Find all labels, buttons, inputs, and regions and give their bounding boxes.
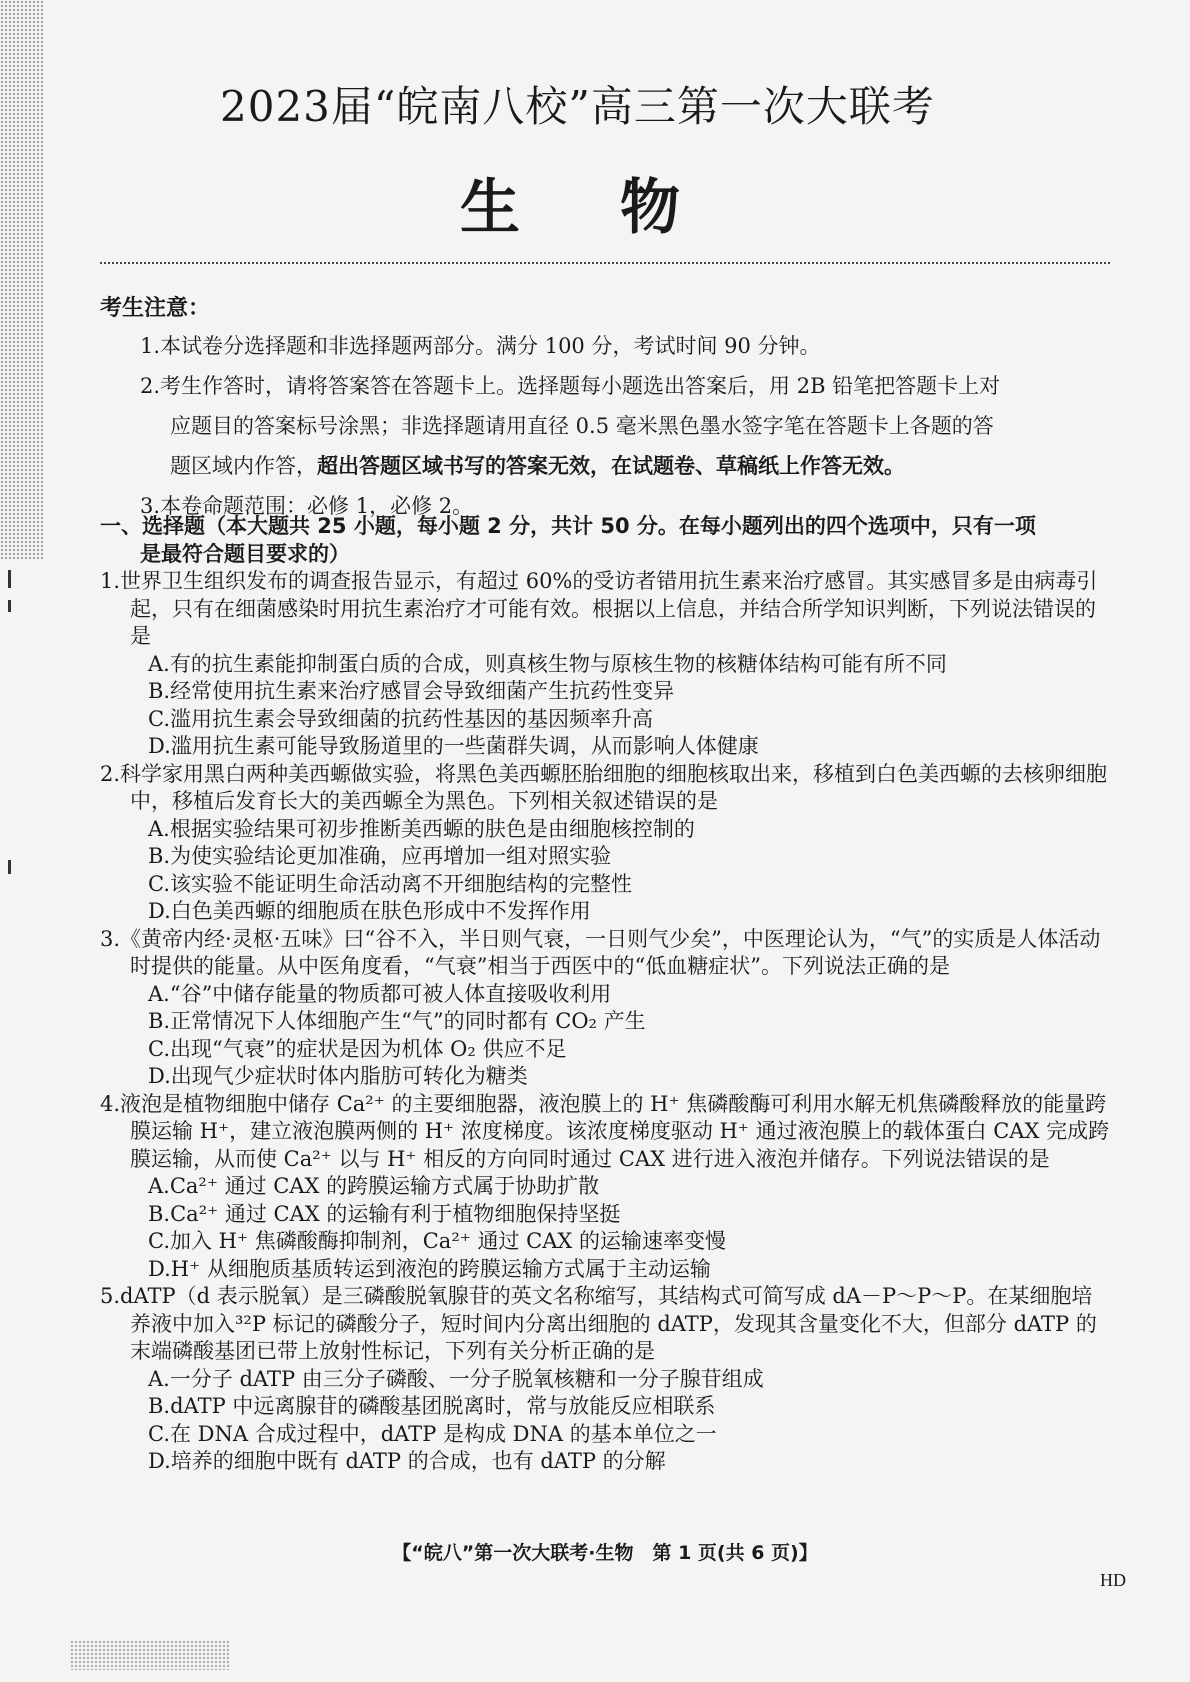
option: C.出现“气衰”的症状是因为机体 O₂ 供应不足 <box>148 1036 567 1061</box>
notice-heading: 考生注意： <box>100 296 211 321</box>
question-1 <box>100 568 1110 761</box>
scan-edge-pattern <box>0 0 44 560</box>
question-stem: 5.dATP（d 表示脱氧）是三磷酸脱氧腺苷的英文名称缩写，其结构式可简写成 dA－P～P～P。在某细胞培养液中加入³²P 标记的磷酸分子，短时间内分离出细胞的 dATP，发现其含量变化不大，但部分 dATP 的末端磷酸基团已带上放射性标记，下列有关分析正确的是 <box>100 1284 1097 1363</box>
option: C.滥用抗生素会导致细菌的抗药性基因的基因频率升高 <box>148 706 653 731</box>
option: B.dATP 中远离腺苷的磷酸基团脱离时，常与放能反应相联系 <box>148 1394 716 1418</box>
exam-title: 2023届“皖南八校”高三第一次大联考 <box>220 82 935 131</box>
notice-item-2c-text: 题区域内作答， <box>170 454 317 478</box>
option: C.该实验不能证明生命活动离不开细胞结构的完整性 <box>148 871 632 896</box>
dotted-divider <box>100 262 1110 264</box>
binding-marks <box>6 560 20 1260</box>
option: B.为使实验结论更加准确，应再增加一组对照实验 <box>148 844 612 868</box>
option: B.经常使用抗生素来治疗感冒会导致细菌产生抗药性变异 <box>148 679 675 703</box>
section-heading-line2: 是最符合题目要求的） <box>140 542 350 566</box>
candidate-notice <box>100 292 1110 526</box>
page-footer: 【“皖八”第一次大联考·生物 第 1 页(共 6 页)】 <box>392 1542 818 1564</box>
notice-item-2c <box>100 446 1110 486</box>
notice-item-2b: 应题目的答案标号涂黑；非选择题请用直径 0.5 毫米黑色墨水签字笔在答题卡上各题的答 <box>170 414 994 438</box>
notice-item-2c-bold: 超出答题区域书写的答案无效，在试题卷、草稿纸上作答无效。 <box>317 454 905 478</box>
question-4 <box>100 1091 1110 1284</box>
notice-item-1: 1.本试卷分选择题和非选择题两部分。满分 100 分，考试时间 90 分钟。 <box>140 334 821 358</box>
option: A.一分子 dATP 由三分子磷酸、一分子脱氧核糖和一分子腺苷组成 <box>148 1366 764 1391</box>
option: D.H⁺ 从细胞质基质转运到液泡的跨膜运输方式属于主动运输 <box>148 1256 711 1281</box>
option: D.培养的细胞中既有 dATP 的合成，也有 dATP 的分解 <box>148 1449 666 1473</box>
option: A.根据实验结果可初步推断美西螈的肤色是由细胞核控制的 <box>148 816 695 841</box>
question-5 <box>100 1283 1110 1476</box>
option: C.加入 H⁺ 焦磷酸酶抑制剂，Ca²⁺ 通过 CAX 的运输速率变慢 <box>148 1229 727 1253</box>
question-3 <box>100 926 1110 1091</box>
footer-code: HD <box>1100 1570 1126 1590</box>
option: A.Ca²⁺ 通过 CAX 的跨膜运输方式属于协助扩散 <box>148 1174 600 1198</box>
option: C.在 DNA 合成过程中，dATP 是构成 DNA 的基本单位之一 <box>148 1421 717 1446</box>
option: D.滥用抗生素可能导致肠道里的一些菌群失调，从而影响人体健康 <box>148 734 759 758</box>
option: A.有的抗生素能抑制蛋白质的合成，则真核生物与原核生物的核糖体结构可能有所不同 <box>148 651 947 676</box>
section-heading-line1: 一、选择题（本大题共 25 小题，每小题 2 分，共计 50 分。在每小题列出的四个选项中，只有一项 <box>100 514 1036 538</box>
question-stem: 3.《黄帝内经·灵枢·五味》曰“谷不入，半日则气衰，一日则气少矣”，中医理论认为，“气”的实质是人体活动时提供的能量。从中医角度看，“气衰”相当于西医中的“低血糖症状”。下列说法正确的是 <box>100 926 1101 978</box>
question-stem: 1.世界卫生组织发布的调查报告显示，有超过 60%的受访者错用抗生素来治疗感冒。其实感冒多是由病毒引起，只有在细菌感染时用抗生素治疗才可能有效。根据以上信息，并结合所学知识判断，下列说法错误的是 <box>100 569 1098 648</box>
option: B.Ca²⁺ 通过 CAX 的运输有利于植物细胞保持坚挺 <box>148 1201 621 1226</box>
option: B.正常情况下人体细胞产生“气”的同时都有 CO₂ 产生 <box>148 1009 646 1033</box>
question-stem: 2.科学家用黑白两种美西螈做实验，将黑色美西螈胚胎细胞的细胞核取出来，移植到白色美西螈的去核卵细胞中，移植后发育长大的美西螈全为黑色。下列相关叙述错误的是 <box>100 761 1108 813</box>
section-heading <box>100 512 1110 568</box>
question-2 <box>100 761 1110 926</box>
option: D.白色美西螈的细胞质在肤色形成中不发挥作用 <box>148 899 591 923</box>
notice-item-3: 3.本卷命题范围：必修 1，必修 2。 <box>140 494 474 518</box>
notice-item-2a: 2.考生作答时，请将答案答在答题卡上。选择题每小题选出答案后，用 2B 铅笔把答题卡上对 <box>140 374 1001 398</box>
scan-smudge <box>70 1640 230 1670</box>
subject-title: 生物 <box>460 173 780 243</box>
option: A.“谷”中储存能量的物质都可被人体直接吸收利用 <box>148 981 612 1006</box>
question-stem: 4.液泡是植物细胞中储存 Ca²⁺ 的主要细胞器，液泡膜上的 H⁺ 焦磷酸酶可利用水解无机焦磷酸释放的能量跨膜运输 H⁺，建立液泡膜两侧的 H⁺ 浓度梯度。该浓度梯度驱动 H⁺ 通过液泡膜上的载体蛋白 CAX 完成跨膜运输，从而使 Ca²⁺ 以与 H⁺ 相反的方向同时通过 CAX 进行进入液泡并储存。下列说法错误的是 <box>100 1091 1110 1171</box>
questions-area <box>100 512 1110 1476</box>
option: D.出现气少症状时体内脂肪可转化为糖类 <box>148 1064 528 1088</box>
